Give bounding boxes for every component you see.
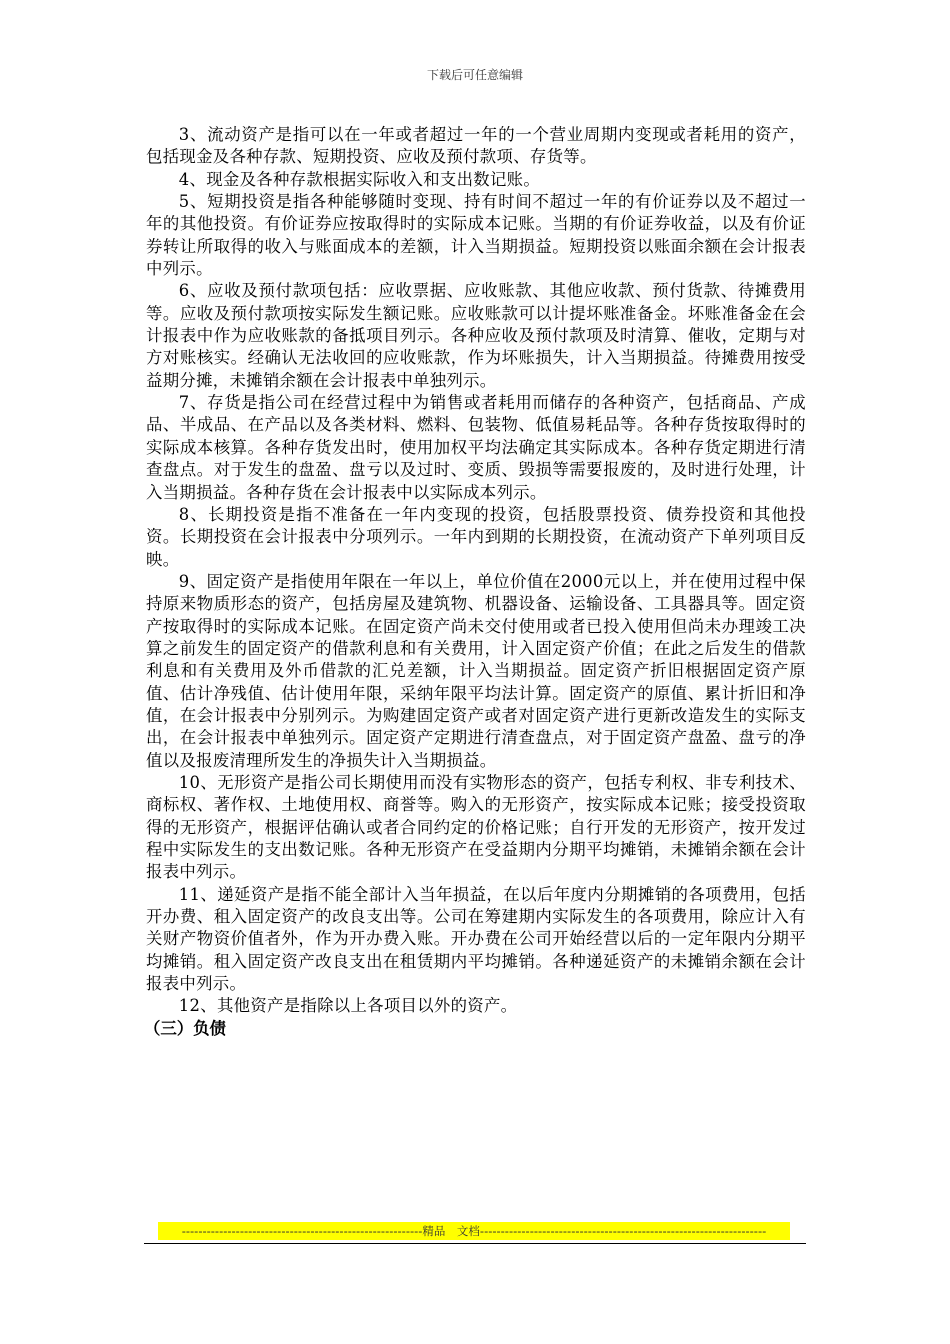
page-header-note: 下载后可任意编辑: [426, 68, 523, 82]
paragraph-10: 10、无形资产是指公司长期使用而没有实物形态的资产，包括专利权、非专利技术、商标权、著作权、土地使用权、商誉等。购入的无形资产，按实际成本记账；接受投资取得的无形资产，根据评估确认或者合同约定的价格记账；自行开发的无形资产，按开发过程中实际发生的支出数记账。各种无形资产在受益期内分期平均摊销，未摊销余额在会计报表中列示。: [146, 772, 806, 882]
paragraph-12: 12、其他资产是指除以上各项目以外的资产。: [178, 996, 518, 1016]
paragraph-9: 9、固定资产是指使用年限在一年以上，单位价值在2000元以上，并在使用过程中保持原来物质形态的资产，包括房屋及建筑物、机器设备、运输设备、工具器具等。固定资产按取得时的实际成本记账。在固定资产尚未交付使用或者已投入使用但尚未办理竣工决算之前发生的固定资产的借款利息和有关费用，计入固定资产价值；在此之后发生的借款利息和有关费用及外币借款的汇兑差额，计入当期损益。固定资产折旧根据固定资产原值、估计净残值、估计使用年限，采纳年限平均法计算。固定资产的原值、累计折旧和净值，在会计报表中分别列示。为购建固定资产或者对固定资产进行更新改造发生的实际支出，在会计报表中单独列示。固定资产定期进行清查盘点，对于固定资产盘盈、盘亏的净值以及报废清理所发生的净损失计入当期损益。: [146, 571, 806, 770]
footer-banner: ----------------------------------------------------------精品 文档---------------------------------------------------------------------: [158, 1222, 790, 1240]
paragraph-4: 4、现金及各种存款根据实际收入和支出数记账。: [178, 169, 541, 189]
paragraph-7: 7、存货是指公司在经营过程中为销售或者耗用而储存的各种资产，包括商品、产成品、半成品、在产品以及各类材料、燃料、包装物、低值易耗品等。各种存货按取得时的实际成本核算。各种存货发出时，使用加权平均法确定其实际成本。各种存货定期进行清查盘点。对于发生的盘盈、盘亏以及过时、变质、毁损等需要报废的，及时进行处理，计入当期损益。各种存货在会计报表中以实际成本列示。: [146, 393, 806, 502]
document-body: [146, 124, 806, 1040]
paragraph-3: 3、流动资产是指可以在一年或者超过一年的一个营业周期内变现或者耗用的资产，包括现金及各种存款、短期投资、应收及预付款项、存货等。: [146, 125, 806, 167]
footer-divider: [144, 1243, 806, 1244]
paragraph-8: 8、长期投资是指不准备在一年内变现的投资，包括股票投资、债券投资和其他投资。长期投资在会计报表中分项列示。一年内到期的长期投资，在流动资产下单列项目反映。: [146, 504, 806, 569]
paragraph-5: 5、短期投资是指各种能够随时变现、持有时间不超过一年的有价证券以及不超过一年的其他投资。有价证券应按取得时的实际成本记账。当期的有价证券收益，以及有价证券转让所取得的收入与账面成本的差额，计入当期损益。短期投资以账面余额在会计报表中列示。: [146, 192, 806, 279]
section-heading-liabilities: （三）负债: [144, 1018, 226, 1038]
paragraph-6: 6、应收及预付款项包括：应收票据、应收账款、其他应收款、预付货款、待摊费用等。应收及预付款项按实际发生额记账。应收账款可以计提坏账准备金。坏账准备金在会计报表中作为应收账款的备抵项目列示。各种应收及预付款项及时清算、催收，定期与对方对账核实。经确认无法收回的应收账款，作为坏账损失，计入当期损益。待摊费用按受益期分摊，未摊销余额在会计报表中单独列示。: [146, 281, 806, 390]
paragraph-11: 11、递延资产是指不能全部计入当年损益，在以后年度内分期摊销的各项费用，包括开办费、租入固定资产的改良支出等。公司在筹建期内实际发生的各项费用，除应计入有关财产物资价值者外，作为开办费入账。开办费在公司开始经营以后的一定年限内分期平均摊销。租入固定资产改良支出在租赁期内平均摊销。各种递延资产的未摊销余额在会计报表中列示。: [146, 884, 806, 994]
